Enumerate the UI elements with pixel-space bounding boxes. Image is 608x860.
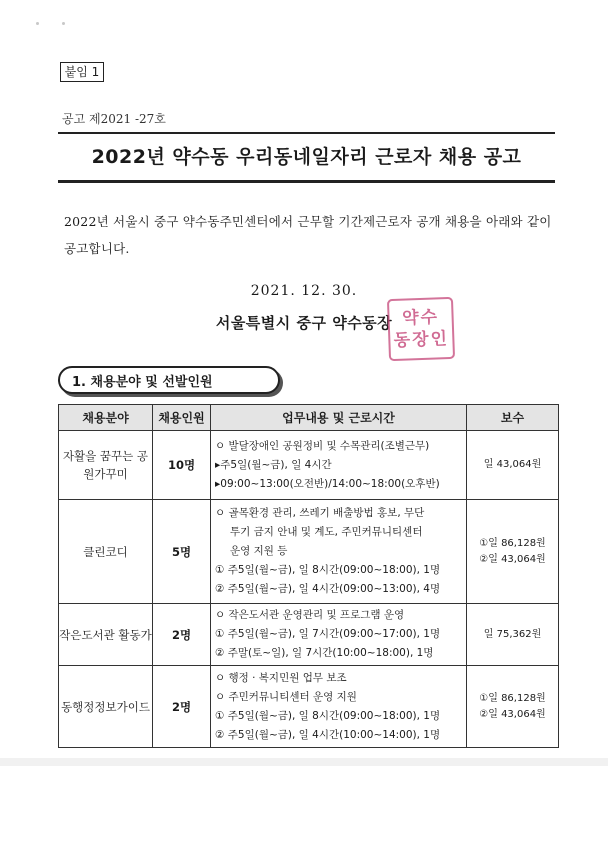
table-header-row [59,405,559,431]
recruitment-table [58,404,559,748]
detail-line: ▸09:00~13:00(오전반)/14:00~18:00(오후반) [215,477,440,490]
detail-line: ㅇ 행정 · 복지민원 업무 보조 [215,671,347,684]
scan-speck [36,22,39,25]
detail-line: ② 주5일(월~금), 일 4시간(09:00~13:00), 4명 [215,583,441,595]
official-seal [387,297,455,361]
pay-line: ②일 43,064원 [479,708,546,720]
pay-line: 일 43,064원 [483,459,542,470]
pay-line: ②일 43,064원 [479,553,546,565]
detail-line: 운영 지원 등 [230,545,288,557]
pay-line: ①일 86,128원 [479,692,546,704]
detail-line: ㅇ 주민커뮤니티센터 운영 지원 [215,690,357,703]
row-count: 5명 [153,500,211,604]
scan-shadow [0,758,608,766]
table-row [59,666,559,748]
row-field: 작은도서관 활동가 [59,604,153,666]
title-rule-bottom [58,180,555,183]
row-pay [467,604,559,666]
header-field: 채용분야 [59,405,153,431]
detail-line: ① 주5일(월~금), 일 8시간(09:00~18:00), 1명 [215,564,441,576]
attachment-label: 붙임 1 [60,62,104,82]
header-duties: 업무내용 및 근로시간 [211,405,467,431]
scan-speck [62,22,65,25]
seal-line-2: 동장인 [393,329,450,351]
row-pay [467,431,559,500]
detail-line: ㅇ 발달장애인 공원정비 및 수목관리(조별근무) [215,439,430,452]
seal-line-1: 약수 [401,307,440,329]
row-field: 동행정정보가이드 [59,666,153,748]
pay-line: ①일 86,128원 [479,537,546,549]
notice-number: 공고 제2021 -27호 [62,112,166,126]
section-heading: 1. 채용분야 및 선발인원 [58,366,280,394]
header-count: 채용인원 [153,405,211,431]
detail-line: ▸주5일(월~금), 일 4시간 [215,458,332,471]
row-field: 자활을 꿈꾸는 공원가꾸미 [59,431,153,500]
detail-line: ㅇ 골목환경 관리, 쓰레기 배출방법 홍보, 무단 [215,507,425,519]
detail-line: ㅇ 작은도서관 운영관리 및 프로그램 운영 [215,609,405,621]
detail-line: ① 주5일(월~금), 일 8시간(09:00~18:00), 1명 [215,709,441,722]
table-row [59,500,559,604]
row-details [211,666,467,748]
detail-line: 투기 금지 안내 및 계도, 주민커뮤니티센터 [230,526,423,538]
row-count: 2명 [153,604,211,666]
detail-line: ② 주말(토~일), 일 7시간(10:00~18:00), 1명 [215,647,434,659]
title-rule-top [58,132,555,134]
row-details [211,604,467,666]
document-title: 2022년 약수동 우리동네일자리 근로자 채용 공고 [91,146,522,168]
table-row [59,431,559,500]
detail-line: ① 주5일(월~금), 일 7시간(09:00~17:00), 1명 [215,628,441,640]
row-count: 2명 [153,666,211,748]
intro-paragraph: 2022년 서울시 중구 약수동주민센터에서 근무할 기간제근로자 공개 채용을 아래와 같이 공고합니다. [64,214,552,256]
detail-line: ② 주5일(월~금), 일 4시간(10:00~14:00), 1명 [215,728,441,741]
pay-line: 일 75,362원 [483,628,542,640]
row-details [211,500,467,604]
row-field: 클린코디 [59,500,153,604]
row-pay [467,666,559,748]
issuer-name: 서울특별시 중구 약수동장 [215,314,393,332]
header-pay: 보수 [467,405,559,431]
row-details [211,431,467,500]
table-row [59,604,559,666]
row-pay [467,500,559,604]
row-count: 10명 [153,431,211,500]
notice-date: 2021. 12. 30. [250,283,358,299]
